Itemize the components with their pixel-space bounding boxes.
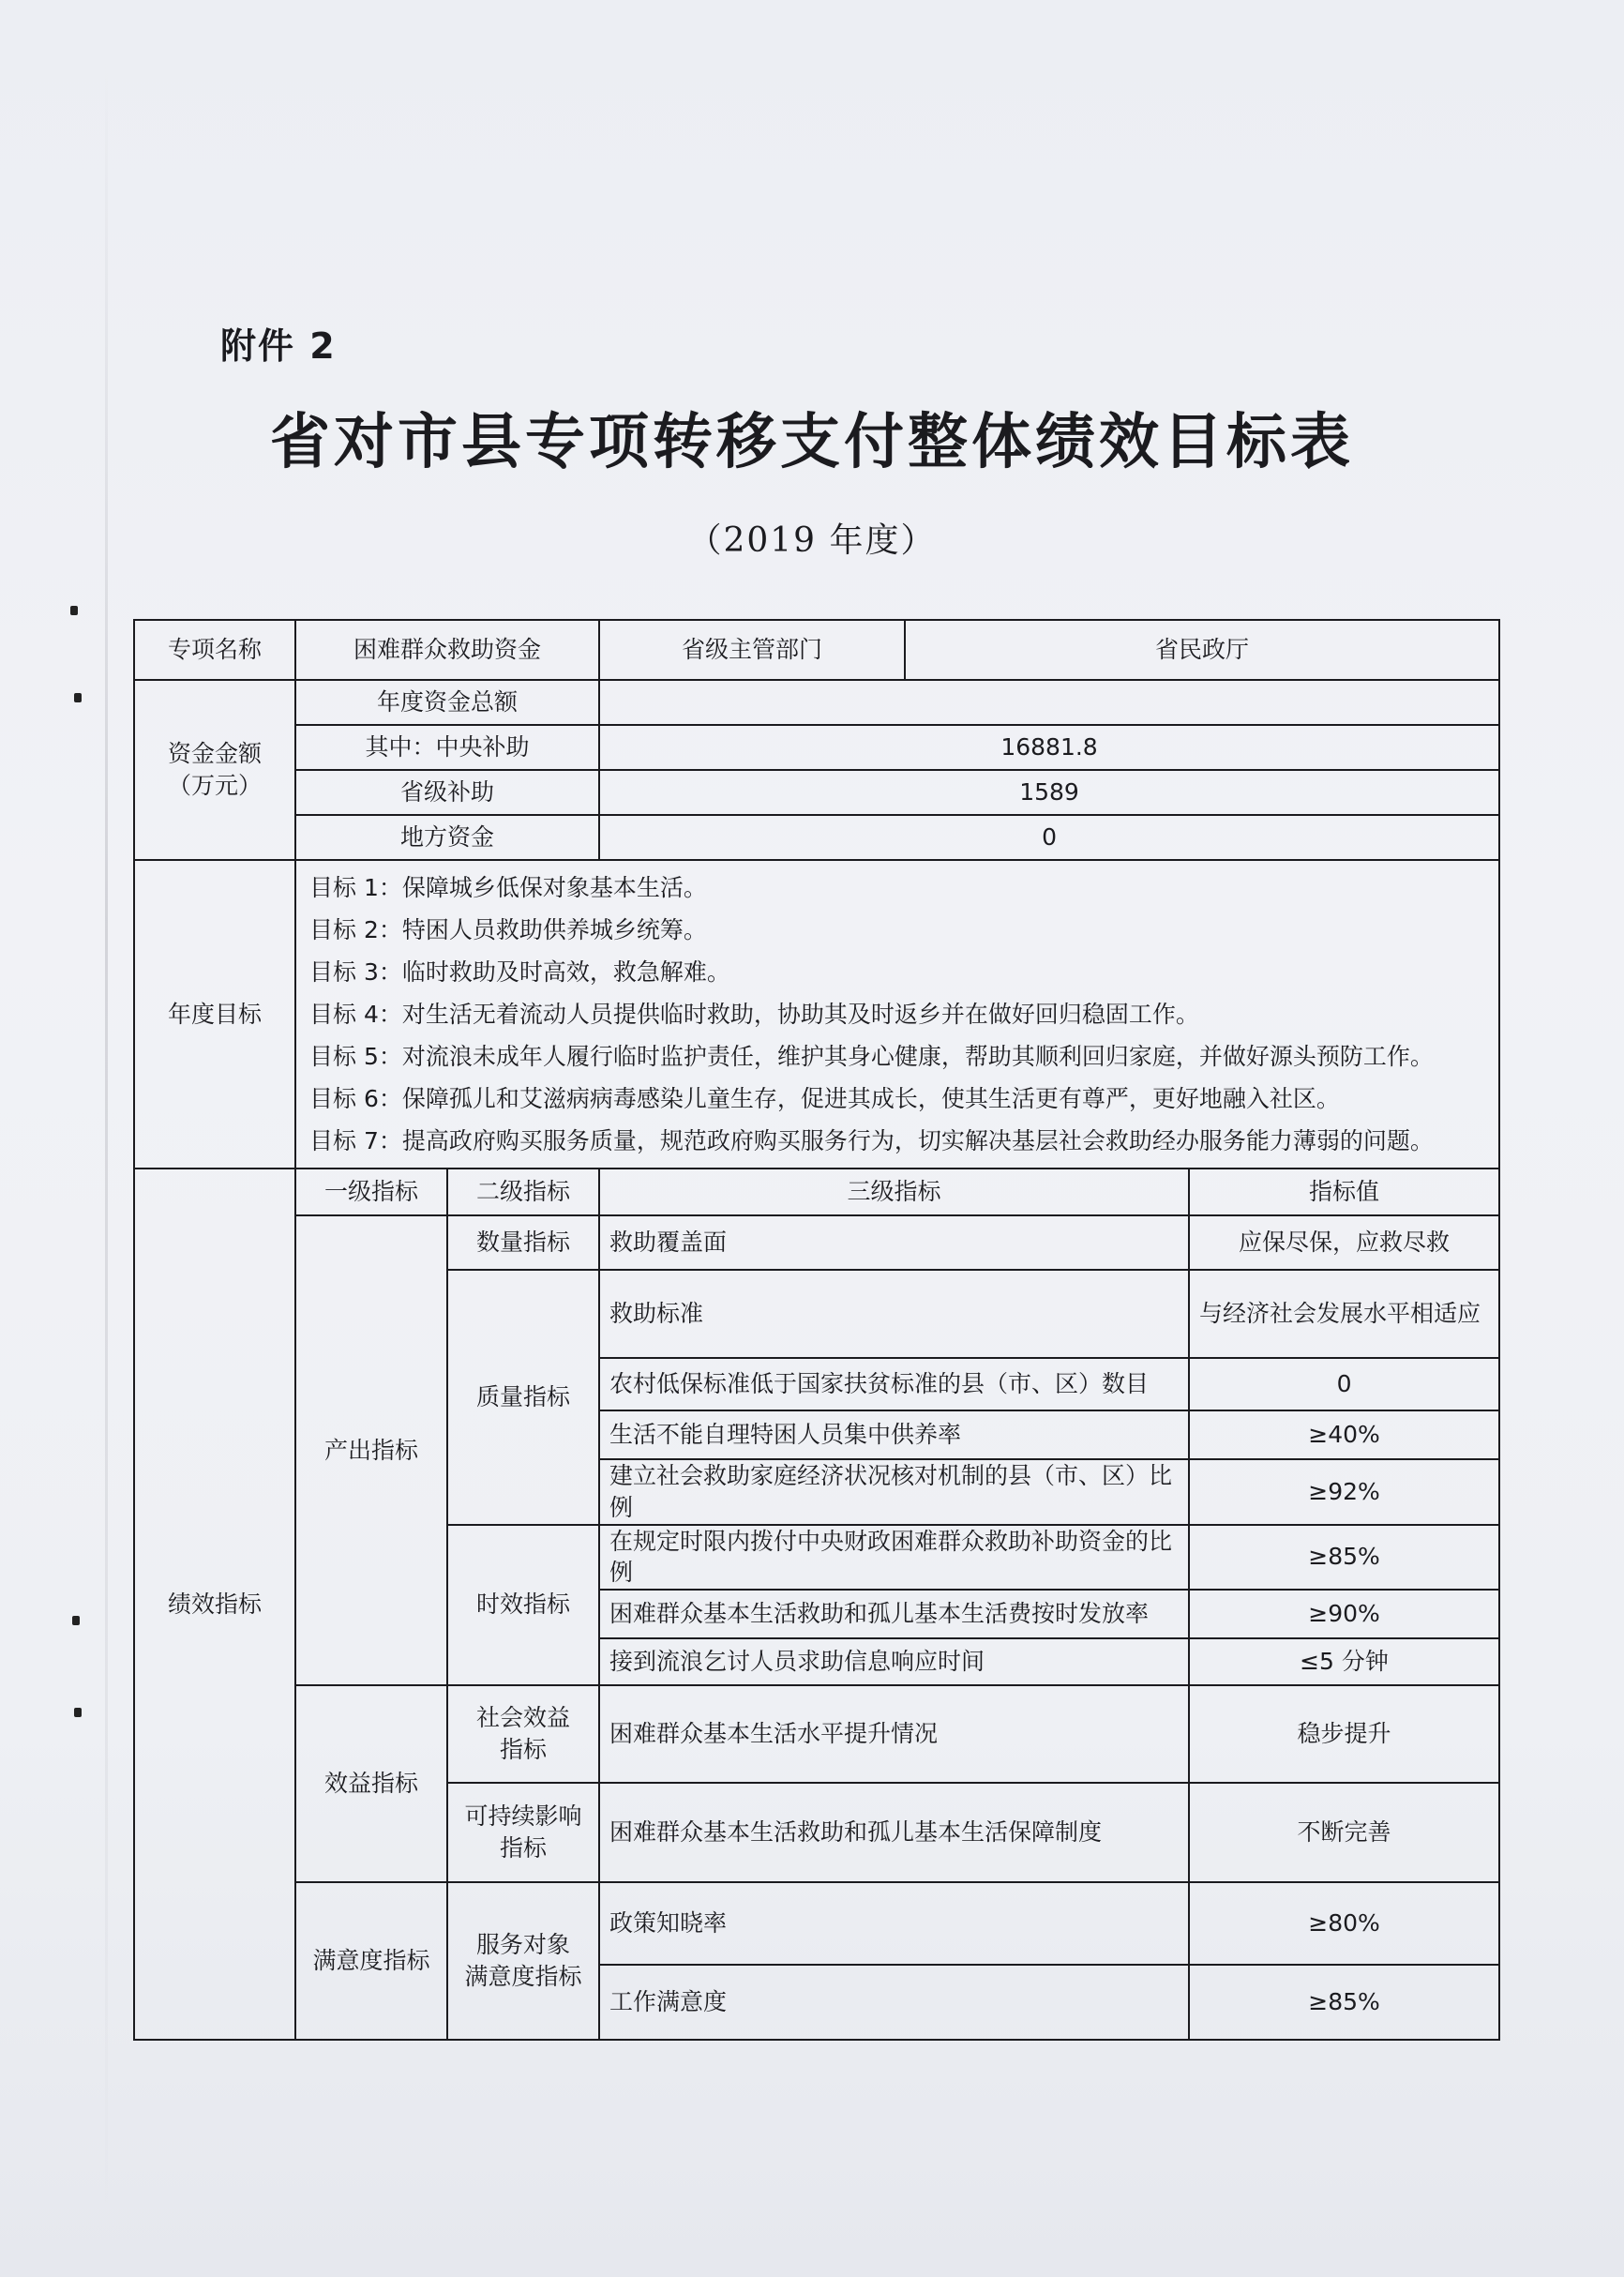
goal-item: 目标 1：保障城乡低保对象基本生活。 xyxy=(309,874,707,901)
fund-row xyxy=(134,815,1499,860)
indicator-value: ≥85% xyxy=(1189,1525,1499,1591)
indicator-value: ≥80% xyxy=(1189,1882,1499,1965)
scan-shadow-edge xyxy=(105,56,108,2213)
indicator-name: 困难群众基本生活救助和孤儿基本生活保障制度 xyxy=(599,1783,1189,1882)
fund-row-label: 年度资金总额 xyxy=(295,680,599,725)
indicator-name: 接到流浪乞讨人员求助信息响应时间 xyxy=(599,1638,1189,1685)
performance-target-table xyxy=(133,619,1500,2041)
fund-row-label: 地方资金 xyxy=(295,815,599,860)
indicator-header-row xyxy=(134,1169,1499,1215)
sustainable-impact-label: 可持续影响 指标 xyxy=(447,1783,599,1882)
annual-goals-label: 年度目标 xyxy=(134,860,295,1169)
annual-goals-row xyxy=(134,860,1499,1169)
header-level1: 一级指标 xyxy=(295,1169,447,1215)
benefit-indicator-label: 效益指标 xyxy=(295,1685,447,1882)
fund-row-label: 省级补助 xyxy=(295,770,599,815)
indicator-value: 与经济社会发展水平相适应 xyxy=(1189,1270,1499,1358)
dept-label: 省级主管部门 xyxy=(599,620,905,680)
indicator-value: 不断完善 xyxy=(1189,1783,1499,1882)
dept-value: 省民政厅 xyxy=(905,620,1499,680)
indicator-row xyxy=(134,1215,1499,1270)
output-indicator-label: 产出指标 xyxy=(295,1215,447,1685)
project-name-value: 困难群众救助资金 xyxy=(295,620,599,680)
fund-row-value xyxy=(599,680,1499,725)
fund-row-value: 1589 xyxy=(599,770,1499,815)
goal-item: 目标 7：提高政府购买服务质量，规范政府购买服务行为，切实解决基层社会救助经办服务能力薄弱的问题。 xyxy=(309,1127,1434,1154)
indicator-value: ≥90% xyxy=(1189,1590,1499,1638)
header-value: 指标值 xyxy=(1189,1169,1499,1215)
timeliness-indicator-label: 时效指标 xyxy=(447,1525,599,1686)
attachment-label: 附件 2 xyxy=(220,325,337,367)
fund-row xyxy=(134,680,1499,725)
indicator-name: 农村低保标准低于国家扶贫标准的县（市、区）数目 xyxy=(599,1358,1189,1410)
indicator-name: 在规定时限内拨付中央财政困难群众救助补助资金的比例 xyxy=(599,1525,1189,1591)
indicator-value: ≥40% xyxy=(1189,1410,1499,1459)
indicator-name: 生活不能自理特困人员集中供养率 xyxy=(599,1410,1189,1459)
fund-row-value: 0 xyxy=(599,815,1499,860)
indicator-row xyxy=(134,1685,1499,1783)
punch-hole-mark xyxy=(74,693,82,702)
annual-goals-list xyxy=(295,860,1499,1169)
indicator-value: 0 xyxy=(1189,1358,1499,1410)
goal-item: 目标 3：临时救助及时高效，救急解难。 xyxy=(309,958,730,986)
header-level2: 二级指标 xyxy=(447,1169,599,1215)
indicator-value: ≥85% xyxy=(1189,1965,1499,2040)
indicator-value: ≥92% xyxy=(1189,1459,1499,1525)
quality-indicator-label: 质量指标 xyxy=(447,1270,599,1525)
indicator-name: 政策知晓率 xyxy=(599,1882,1189,1965)
service-satisfaction-label: 服务对象 满意度指标 xyxy=(447,1882,599,2040)
indicator-name: 工作满意度 xyxy=(599,1965,1189,2040)
indicator-name: 救助标准 xyxy=(599,1270,1189,1358)
project-row xyxy=(134,620,1499,680)
indicator-name: 建立社会救助家庭经济状况核对机制的县（市、区）比例 xyxy=(599,1459,1189,1525)
quantity-indicator-label: 数量指标 xyxy=(447,1215,599,1270)
indicator-value: 应保尽保，应救尽救 xyxy=(1189,1215,1499,1270)
punch-hole-mark xyxy=(72,1616,80,1625)
fund-row xyxy=(134,725,1499,770)
indicator-value: ≤5 分钟 xyxy=(1189,1638,1499,1685)
punch-hole-mark xyxy=(74,1708,82,1717)
goal-item: 目标 4：对生活无着流动人员提供临时救助，协助其及时返乡并在做好回归稳固工作。 xyxy=(309,1001,1199,1028)
fund-row-value: 16881.8 xyxy=(599,725,1499,770)
indicator-value: 稳步提升 xyxy=(1189,1685,1499,1783)
fund-row xyxy=(134,770,1499,815)
punch-hole-mark xyxy=(70,606,78,615)
goal-item: 目标 5：对流浪未成年人履行临时监护责任，维护其身心健康，帮助其顺利回归家庭，并做好源头预防工作。 xyxy=(309,1043,1434,1070)
indicator-name: 困难群众基本生活水平提升情况 xyxy=(599,1685,1189,1783)
funds-label: 资金金额 （万元） xyxy=(134,680,295,860)
goal-item: 目标 6：保障孤儿和艾滋病病毒感染儿童生存，促进其成长，使其生活更有尊严，更好地融入社区。 xyxy=(309,1085,1340,1112)
social-benefit-label: 社会效益 指标 xyxy=(447,1685,599,1783)
fund-row-label: 其中：中央补助 xyxy=(295,725,599,770)
indicator-name: 救助覆盖面 xyxy=(599,1215,1189,1270)
goal-item: 目标 2：特困人员救助供养城乡统筹。 xyxy=(309,916,707,943)
document-year: （2019 年度） xyxy=(687,521,937,560)
header-level3: 三级指标 xyxy=(599,1169,1189,1215)
satisfaction-indicator-label: 满意度指标 xyxy=(295,1882,447,2040)
performance-label: 绩效指标 xyxy=(134,1169,295,2040)
page-title: 省对市县专项转移支付整体绩效目标表 xyxy=(270,407,1354,477)
indicator-row xyxy=(134,1882,1499,1965)
indicator-name: 困难群众基本生活救助和孤儿基本生活费按时发放率 xyxy=(599,1590,1189,1638)
project-name-label: 专项名称 xyxy=(134,620,295,680)
